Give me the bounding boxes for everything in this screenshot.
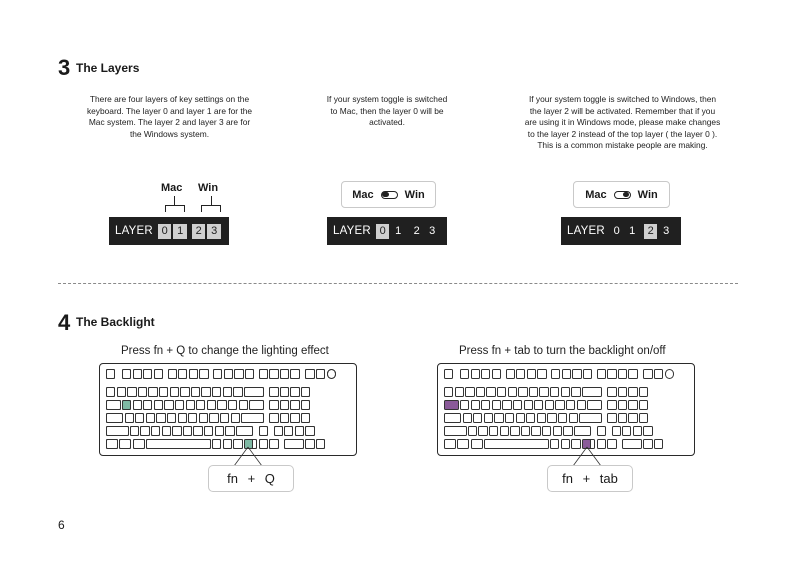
section-title: The Layers	[76, 61, 140, 75]
toggle-mac-label: Mac	[585, 188, 607, 201]
section-number: 4	[58, 310, 71, 335]
layer-3: 3	[429, 225, 436, 237]
caption-fn-q: Press fn + Q to change the lighting effect	[121, 345, 329, 357]
text-line: This is a common mistake people are making.	[537, 140, 708, 151]
layer-2: 2	[644, 224, 658, 239]
caption-fn-tab: Press fn + tab to turn the backlight on/off	[459, 345, 666, 357]
text-line: There are four layers of key settings on the	[89, 94, 250, 104]
text-line: to the layer 2 instead of the top layer ( the layer 0 ).	[527, 128, 718, 139]
toggle-mac-label: Mac	[352, 188, 374, 201]
section-number: 3	[58, 55, 71, 80]
text-line: the Windows system.	[129, 128, 210, 139]
page-number: 6	[58, 518, 65, 532]
text-line: keyboard. The layer 0 and layer 1 are for the	[86, 105, 253, 116]
layer-label: LAYER	[115, 225, 153, 237]
text-line: are using it in Windows mode, please make changes	[524, 117, 721, 128]
layer-2: 2	[192, 224, 206, 239]
mac-label: Mac	[161, 182, 183, 194]
layer-2: 2	[413, 225, 420, 237]
layer-0: 0	[158, 224, 172, 239]
text-line: to Mac, then the layer 0 will be	[330, 105, 444, 116]
text-line: If your system toggle is switched	[326, 94, 448, 104]
text-line: If your system toggle is switched to Windows, then	[528, 94, 717, 104]
layer-1: 1	[629, 225, 636, 237]
section-title: The Backlight	[76, 315, 155, 329]
layer-0: 0	[376, 224, 390, 239]
layer-1: 1	[173, 224, 187, 239]
layer-1: 1	[395, 225, 402, 237]
text-line: Mac system. The layer 2 and layer 3 are for	[88, 117, 251, 128]
toggle-win-label: Win	[404, 188, 425, 201]
text-line: the layer 2 will be activated. Remember that if you	[529, 105, 716, 116]
layer-3: 3	[207, 224, 221, 239]
layer-label: LAYER	[333, 225, 371, 237]
layer-label: LAYER	[567, 225, 605, 237]
combo-fn-q: fn + Q	[208, 465, 294, 492]
toggle-win-label: Win	[637, 188, 658, 201]
layer-0: 0	[613, 225, 620, 237]
text-line: activated.	[369, 117, 405, 128]
win-label: Win	[198, 182, 219, 194]
combo-fn-tab: fn + tab	[547, 465, 633, 492]
layer-3: 3	[663, 225, 670, 237]
